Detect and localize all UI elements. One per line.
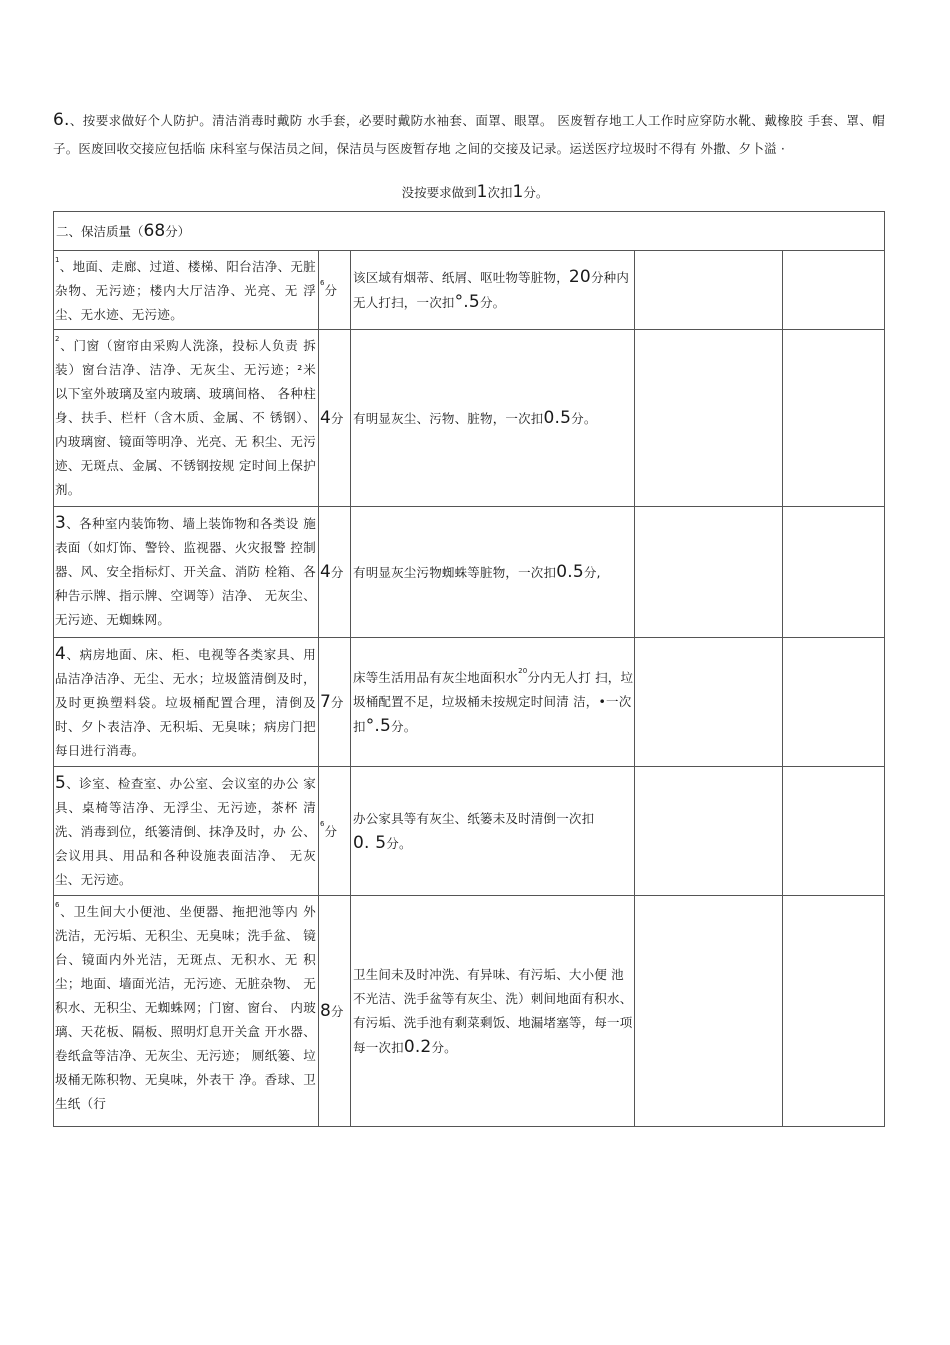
section-header-row: [54, 212, 885, 251]
blank-cell: [783, 251, 885, 330]
table-row: [54, 251, 885, 330]
table-row: [54, 638, 885, 767]
deduction-standard: 该区域有烟蒂、纸屑、呕吐物等脏物，20分种内无人打扫，一次扣°.5分。: [351, 251, 635, 330]
blank-cell: [783, 507, 885, 638]
blank-cell: [635, 330, 783, 507]
table-row: [54, 767, 885, 896]
blank-cell: [635, 507, 783, 638]
blank-cell: [635, 896, 783, 1127]
deduction-standard: 有明显灰尘污物蜘蛛等脏物，一次扣0.5分,: [351, 507, 635, 638]
blank-cell: [783, 638, 885, 767]
item-description: 5、诊室、检查室、办公室、会议室的办公 家具、桌椅等洁净、无浮尘、无污迹，茶杯 清洗、消毒到位，纸篓清倒、抹净及时，办 公、会议用具、用品和各种设施表面洁净、 无灰尘、无污迹。: [54, 767, 319, 896]
item-description: $^1$、地面、走廊、过道、楼梯、阳台洁净、无脏杂物、无污迹；楼内大厅洁净、光亮、无 浮尘、无水迹、无污迹。: [54, 251, 319, 330]
item-score: $^6$分: [319, 767, 351, 896]
deduction-standard: 床等生活用品有灰尘地面积水$^{20}$分内无人打 扫，垃圾桶配置不足，垃圾桶未按规定时间清 洁，•一次扣°.5分。: [351, 638, 635, 767]
table-row: [54, 330, 885, 507]
intro-number: 6.: [53, 110, 70, 130]
note-mid: 次扣: [487, 185, 513, 200]
quality-table: [53, 211, 885, 1127]
deduction-standard: 有明显灰尘、污物、脏物，一次扣0.5分。: [351, 330, 635, 507]
table-row: [54, 507, 885, 638]
item-description: $^6$、卫生间大小便池、坐便器、拖把池等内 外洗洁，无污垢、无积尘、无臭味；洗手盆、 镜台、镜面内外光洁，无斑点、无积水、无 积尘；地面、墙面光洁，无污迹、无脏杂物、 无积水、无积尘、无蜘蛛网；门窗、窗台、 内玻璃、天花板、隔板、照明灯息开关盒 开水器、卷纸盒等洁净、无灰尘、无污迹； 厕纸篓、垃圾桶无陈积物、无臭味，外表干 净。香球、卫生纸（行: [54, 896, 319, 1127]
section-title: 二、保洁质量（68分）: [54, 212, 885, 251]
item-score: 7分: [319, 638, 351, 767]
blank-cell: [635, 251, 783, 330]
item-description: 4、病房地面、床、柜、电视等各类家具、用品洁净洁净、无尘、无水；垃圾篮清倒及时，及时更换塑料袋。垃圾桶配置合理，清倒及时、夕卜表洁净、无积垢、无臭味；病房门把每日进行消毒。: [54, 638, 319, 767]
deduction-note: [0, 180, 950, 205]
intro-text: 、按要求做好个人防护。清洁消毒时戴防 水手套，必要时戴防水袖套、面罩、眼罩。 医废暂存地工人工作时应穿防水靴、戴橡胶 手套、罩、帽子。医废回收交接应包括临 床科室与保洁员之间，保洁员与医废暂存地 之间的交接及记录。运送医疗垃圾时不得有 外撒、夕卜溢 ·: [53, 113, 885, 156]
note-count: 1: [476, 182, 488, 202]
note-suffix: 分。: [523, 185, 549, 200]
item-score: 4分: [319, 330, 351, 507]
blank-cell: [783, 896, 885, 1127]
intro-paragraph: [53, 106, 885, 163]
item-score: 4分: [319, 507, 351, 638]
section-points: 68: [143, 220, 166, 241]
item-description: 3、各种室内装饰物、墙上装饰物和各类设 施表面（如灯饰、警铃、监视器、火灾报警 控制器、风、安全指标灯、开关盒、消防 栓箱、各种告示牌、指示牌、空调等）洁净、 无灰尘、无污迹、无蜘蛛网。: [54, 507, 319, 638]
note-prefix: 没按要求做到: [401, 185, 477, 200]
blank-cell: [783, 330, 885, 507]
blank-cell: [635, 638, 783, 767]
deduction-standard: 卫生间未及时冲洗、有异味、有污垢、大小便 池不光洁、洗手盆等有灰尘、洗）刺间地面有积水、有污垢、洗手池有剩菜剩饭、地漏堵塞等，每一项每一次扣0.2分。: [351, 896, 635, 1127]
blank-cell: [635, 767, 783, 896]
note-points: 1: [512, 182, 524, 202]
table-row: [54, 896, 885, 1127]
item-score: 8分: [319, 896, 351, 1127]
blank-cell: [783, 767, 885, 896]
item-score: $^6$分: [319, 251, 351, 330]
deduction-standard: 办公家具等有灰尘、纸篓未及时清倒一次扣 0. 5分。: [351, 767, 635, 896]
item-description: $^2$、门窗（窗帘由采购人洗涤，投标人负责 拆装）窗台洁净、洁净、无灰尘、无污迹；²米以下室外玻璃及室内玻璃、玻璃间格、 各种柱身、扶手、栏杆（含木质、金属、不 锈钢）、内玻璃窗、镜面等明净、光亮、无 积尘、无污迹、无斑点、金属、不锈钢按规 定时间上保护剂。: [54, 330, 319, 507]
